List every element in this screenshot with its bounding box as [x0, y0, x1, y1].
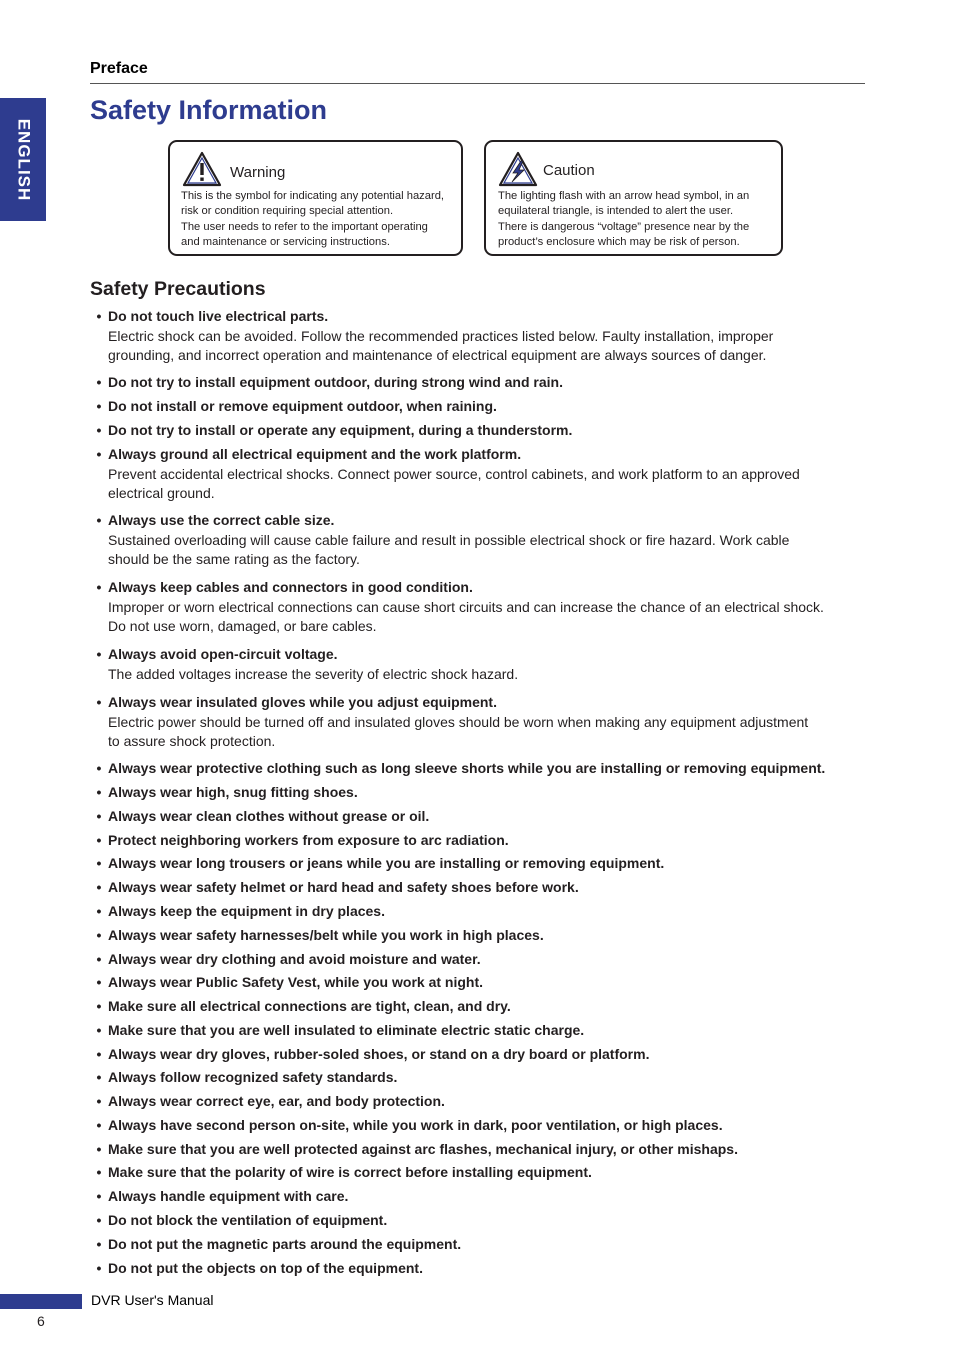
bullet-icon: • — [96, 1093, 102, 1109]
list-item-text — [108, 1116, 868, 1136]
page-number: 6 — [37, 1313, 45, 1329]
bullet-icon: • — [96, 1188, 102, 1204]
page-title: Safety Information — [90, 95, 328, 125]
list-item-text — [108, 973, 868, 993]
list-item-heading: Always handle equipment with care. — [108, 1188, 349, 1204]
list-item-description: Electric shock can be avoided. Follow the recommended practices listed below. Faulty installation, improper — [108, 327, 774, 344]
list-item-description: grounding, and incorrect operation and maintenance of electrical equipment are always sources of danger. — [108, 347, 767, 363]
warning-line: This is the symbol for indicating any potential hazard, — [181, 190, 445, 202]
list-item-text — [108, 1068, 868, 1088]
list-item-text — [108, 1092, 868, 1112]
list-item-text — [108, 645, 868, 684]
list-item-heading: Do not install or remove equipment outdoor, when raining. — [108, 398, 497, 414]
list-item-heading: Do not put the objects on top of the equipment. — [108, 1260, 423, 1276]
list-item-heading: Always wear high, snug fitting shoes. — [108, 784, 358, 800]
list-item-text — [108, 511, 868, 570]
list-item-text — [108, 578, 868, 637]
warning-line: and maintenance or servicing instructions. — [181, 235, 390, 248]
list-item-description: should be the same rating as the factory. — [108, 551, 360, 567]
bullet-icon: • — [96, 1069, 102, 1085]
bullet-icon: • — [96, 808, 102, 824]
list-item-heading: Do not block the ventilation of equipment. — [108, 1212, 388, 1228]
warning-line: risk or condition requiring special attention. — [181, 205, 394, 218]
caution-line: equilateral triangle, is intended to alert the user. — [498, 205, 734, 218]
caution-line: The lighting flash with an arrow head symbol, in an — [498, 190, 750, 202]
list-item-description: Do not use worn, damaged, or bare cables. — [108, 618, 377, 634]
bullet-icon: • — [96, 784, 102, 800]
bullet-icon: • — [96, 512, 102, 528]
bullet-icon: • — [96, 760, 102, 776]
list-item-text — [108, 1235, 868, 1255]
list-item-heading: Always wear dry clothing and avoid moisture and water. — [108, 951, 481, 967]
caution-box — [484, 140, 783, 256]
bullet-icon: • — [96, 832, 102, 848]
list-item-heading: Always follow recognized safety standards. — [108, 1069, 398, 1085]
bullet-icon: • — [96, 1212, 102, 1228]
list-item-text — [108, 878, 868, 898]
list-item-heading: Protect neighboring workers from exposure to arc radiation. — [108, 832, 509, 848]
header-divider — [90, 83, 865, 84]
list-item-heading: Always keep the equipment in dry places. — [108, 903, 385, 919]
caution-title: Caution — [543, 162, 595, 179]
list-item-text — [108, 307, 868, 366]
list-item-description: Sustained overloading will cause cable failure and result in possible electrical shock or fire hazard. Work cable — [108, 531, 790, 548]
bullet-icon: • — [96, 694, 102, 710]
list-item-heading: Always wear insulated gloves while you adjust equipment. — [108, 694, 497, 710]
warning-box — [168, 140, 463, 256]
bullet-icon: • — [96, 903, 102, 919]
bullet-icon: • — [96, 1117, 102, 1133]
list-item-text — [108, 445, 868, 504]
bullet-icon: • — [96, 308, 102, 324]
list-item-description: Prevent accidental electrical shocks. Connect power source, control cabinets, and work platform to an approved — [108, 465, 800, 482]
bullet-icon: • — [96, 422, 102, 438]
lightning-triangle-icon — [498, 151, 538, 187]
list-item-text — [108, 1163, 868, 1183]
bullet-icon: • — [96, 1141, 102, 1157]
footer-accent-bar — [0, 1294, 82, 1309]
list-item-text — [108, 926, 868, 946]
list-item-heading: Do not try to install equipment outdoor, during strong wind and rain. — [108, 374, 563, 390]
list-item-text — [108, 1211, 868, 1231]
bullet-icon: • — [96, 1236, 102, 1252]
list-item-text — [108, 1187, 868, 1207]
section-header: Preface — [90, 60, 148, 77]
precautions-title: Safety Precautions — [90, 278, 266, 300]
list-item-heading: Do not try to install or operate any equipment, during a thunderstorm. — [108, 422, 573, 438]
list-item-description: Electric power should be turned off and insulated gloves should be worn when making any equipment adjustment — [108, 713, 809, 730]
bullet-icon: • — [96, 1260, 102, 1276]
footer-manual-title: DVR User's Manual — [91, 1292, 214, 1308]
list-item-text — [108, 902, 868, 922]
list-item-text — [108, 831, 868, 851]
list-item-description: The added voltages increase the severity of electric shock hazard. — [108, 665, 519, 682]
list-item-heading: Always wear protective clothing such as long sleeve shorts while you are installing or removing equipment. — [108, 760, 826, 776]
list-item-description: Improper or worn electrical connections can cause short circuits and can increase the chance of an electrical shock. — [108, 598, 824, 615]
list-item-text — [108, 1259, 868, 1279]
language-tab-label: ENGLISH — [14, 118, 33, 201]
list-item-text — [108, 759, 868, 779]
list-item-heading: Always have second person on-site, while you work in dark, poor ventilation, or high places. — [108, 1117, 723, 1133]
list-item-heading: Always wear correct eye, ear, and body protection. — [108, 1093, 445, 1109]
list-item-heading: Always wear safety helmet or hard head and safety shoes before work. — [108, 879, 579, 895]
warning-title: Warning — [230, 164, 286, 181]
list-item-heading: Do not touch live electrical parts. — [108, 308, 329, 324]
list-item-heading: Always wear safety harnesses/belt while you work in high places. — [108, 927, 544, 943]
caution-text — [498, 189, 775, 250]
list-item-heading: Always ground all electrical equipment and the work platform. — [108, 446, 522, 462]
list-item-heading: Always wear clean clothes without grease or oil. — [108, 808, 430, 824]
list-item-heading: Make sure that you are well protected against arc flashes, mechanical injury, or other mishaps. — [108, 1141, 738, 1157]
list-item-heading: Make sure all electrical connections are tight, clean, and dry. — [108, 998, 511, 1014]
warning-triangle-icon — [182, 151, 222, 187]
list-item-text — [108, 373, 868, 393]
list-item-heading: Always wear long trousers or jeans while you are installing or removing equipment. — [108, 855, 665, 871]
list-item-text — [108, 807, 868, 827]
bullet-icon: • — [96, 974, 102, 990]
bullet-icon: • — [96, 398, 102, 414]
list-item-text — [108, 854, 868, 874]
bullet-icon: • — [96, 579, 102, 595]
bullet-icon: • — [96, 446, 102, 462]
list-item-text — [108, 997, 868, 1017]
bullet-icon: • — [96, 646, 102, 662]
bullet-icon: • — [96, 1164, 102, 1180]
list-item-text — [108, 1045, 868, 1065]
list-item-text — [108, 783, 868, 803]
language-tab — [0, 98, 46, 221]
list-item-heading: Always use the correct cable size. — [108, 512, 335, 528]
list-item-heading: Always avoid open-circuit voltage. — [108, 646, 338, 662]
bullet-icon: • — [96, 998, 102, 1014]
warning-line: The user needs to refer to the important operating — [181, 220, 428, 233]
bullet-icon: • — [96, 1022, 102, 1038]
bullet-icon: • — [96, 1046, 102, 1062]
caution-line: There is dangerous “voltage” presence near by the — [498, 220, 750, 233]
bullet-icon: • — [96, 879, 102, 895]
list-item-text — [108, 1021, 868, 1041]
list-item-text — [108, 421, 868, 441]
list-item-text — [108, 693, 868, 752]
list-item-heading: Always wear Public Safety Vest, while you work at night. — [108, 974, 483, 990]
list-item-description: to assure shock protection. — [108, 733, 276, 749]
list-item-heading: Do not put the magnetic parts around the equipment. — [108, 1236, 462, 1252]
list-item-text — [108, 397, 868, 417]
warning-text — [181, 189, 455, 250]
list-item-text — [108, 950, 868, 970]
caution-line: product’s enclosure which may be risk of person. — [498, 235, 740, 248]
bullet-icon: • — [96, 951, 102, 967]
list-item-heading: Always wear dry gloves, rubber-soled shoes, or stand on a dry board or platform. — [108, 1046, 650, 1062]
bullet-icon: • — [96, 927, 102, 943]
list-item-description: electrical ground. — [108, 485, 215, 501]
list-item-heading: Make sure that the polarity of wire is correct before installing equipment. — [108, 1164, 592, 1180]
bullet-icon: • — [96, 374, 102, 390]
bullet-icon: • — [96, 855, 102, 871]
list-item-heading: Make sure that you are well insulated to eliminate electric static charge. — [108, 1022, 585, 1038]
list-item-text — [108, 1140, 868, 1160]
list-item-heading: Always keep cables and connectors in good condition. — [108, 579, 473, 595]
